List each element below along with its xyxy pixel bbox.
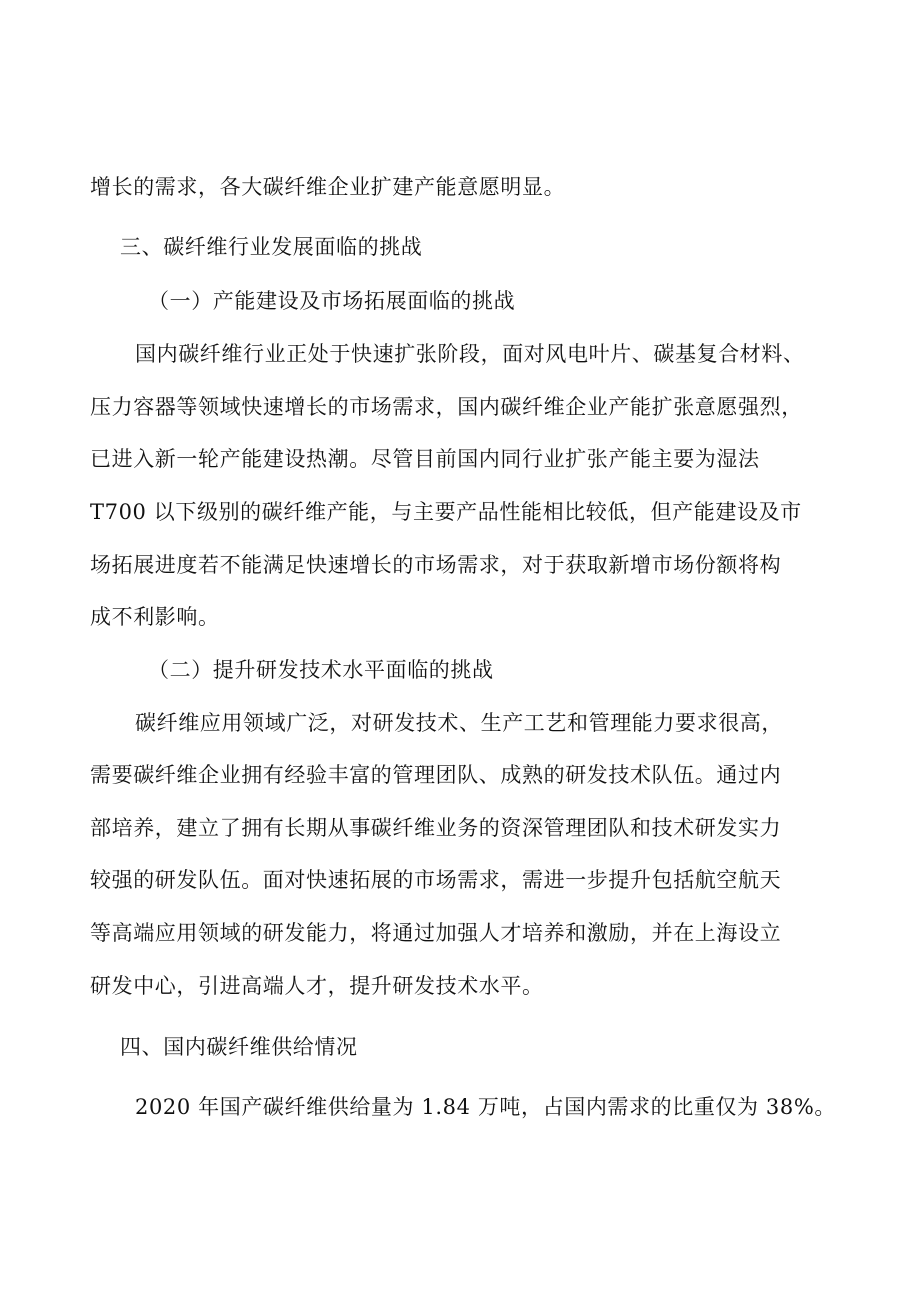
paragraph-line: 国内碳纤维行业正处于快速扩张阶段，面对风电叶片、碳基复合材料、: [135, 342, 805, 366]
paragraph-line: 场拓展进度若不能满足快速增长的市场需求，对于获取新增市场份额将构: [90, 553, 782, 577]
subsection-heading-2: （二）提升研发技术水平面临的挑战: [148, 658, 494, 682]
paragraph-line: 2020 年国产碳纤维供给量为 1.84 万吨，占国内需求的比重仅为 38%。: [135, 1095, 836, 1119]
paragraph-line: 已进入新一轮产能建设热潮。尽管目前国内同行业扩张产能主要为湿法: [90, 447, 760, 471]
paragraph-line: 部培养，建立了拥有长期从事碳纤维业务的资深管理团队和技术研发实力: [90, 816, 782, 840]
subsection-heading-1: （一）产能建设及市场拓展面临的挑战: [148, 289, 516, 313]
paragraph-line: 需要碳纤维企业拥有经验丰富的管理团队、成熟的研发技术队伍。通过内: [90, 763, 782, 787]
paragraph-line: 压力容器等领域快速增长的市场需求，国内碳纤维企业产能扩张意愿强烈，: [90, 395, 803, 419]
paragraph-line: 研发中心，引进高端人才，提升研发技术水平。: [90, 974, 544, 998]
paragraph-line: 较强的研发队伍。面对快速拓展的市场需求，需进一步提升包括航空航天: [90, 868, 782, 892]
section-heading-4: 四、国内碳纤维供给情况: [120, 1035, 358, 1059]
paragraph-line: 增长的需求，各大碳纤维企业扩建产能意愿明显。: [90, 175, 566, 199]
paragraph-line: 碳纤维应用领域广泛，对研发技术、生产工艺和管理能力要求很高，: [135, 711, 783, 735]
paragraph-line: 等高端应用领域的研发能力，将通过加强人才培养和激励，并在上海设立: [90, 921, 782, 945]
section-heading-3: 三、碳纤维行业发展面临的挑战: [120, 235, 423, 259]
paragraph-line: 成不利影响。: [90, 605, 220, 629]
paragraph-line: T700 以下级别的碳纤维产能，与主要产品性能相比较低，但产能建设及市: [90, 500, 802, 524]
